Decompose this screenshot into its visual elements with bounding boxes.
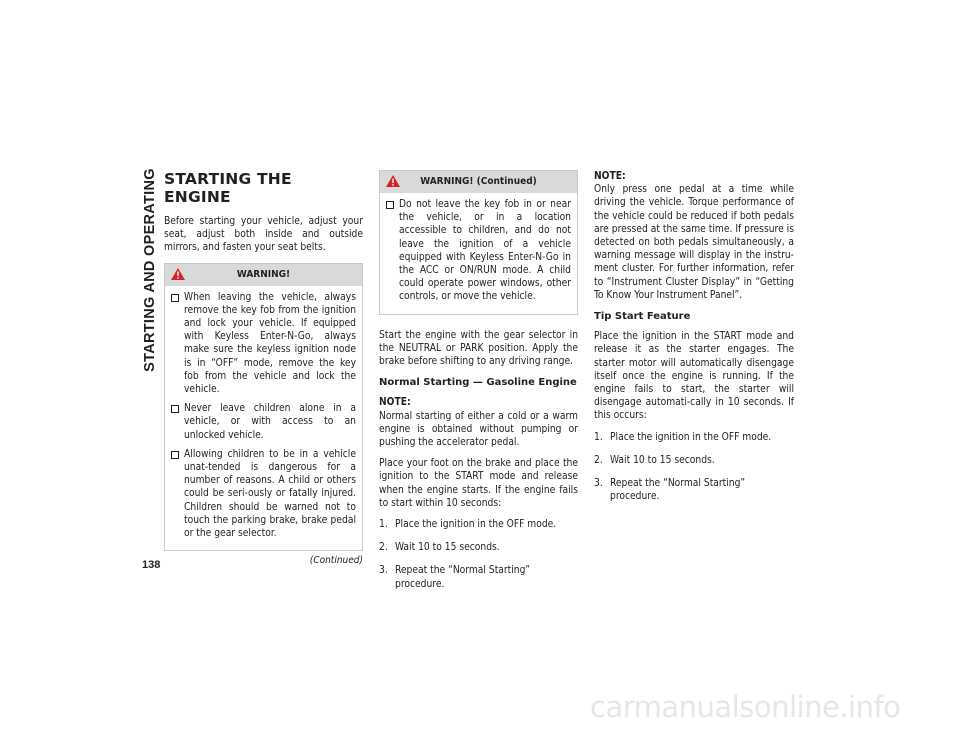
- column-2: [379, 170, 578, 601]
- note-label: NOTE:: [379, 397, 411, 409]
- note-paragraph: Normal starting of either a cold or a warm engine is obtained without pumping or pushing the accelerator pedal.: [379, 410, 578, 449]
- warning-bullet: [386, 198, 571, 304]
- checkbox-bullet-icon: [171, 405, 179, 413]
- list-item: 2. Wait 10 to 15 seconds.: [594, 454, 715, 466]
- note-label: NOTE:: [594, 171, 626, 182]
- warning-body: [165, 286, 362, 551]
- list-item: 1. Place the ignition in the OFF mode.: [594, 431, 772, 443]
- continued-label: (Continued): [309, 555, 363, 567]
- start-steps-list: [379, 518, 578, 591]
- page-number: 138: [142, 559, 161, 571]
- list-item: 1. Place the ignition in the OFF mode.: [379, 519, 557, 531]
- tip-start-paragraph: Place the ignition in the START mode and release it as the starter engages. The starter motor will automatically disengage itself once the engine is running. If the engine fails to start, the starter will disengage automati-cally in 10 seconds. If this occurs:: [594, 331, 794, 422]
- tip-start-heading: Tip Start Feature: [594, 311, 691, 323]
- section-side-tab-label: STARTING AND OPERATING: [142, 168, 159, 372]
- checkbox-bullet-icon: [171, 294, 179, 302]
- checkbox-bullet-icon: [171, 451, 179, 459]
- list-item: 3. Repeat the “Normal Starting” procedure.: [379, 565, 531, 590]
- warning-bullet-text: When leaving the vehicle, always remove the key fob from the ignition and lock your vehicle. If equipped with Keyless Enter-N-Go, always make sure the keyless ignition node is in “OFF” mode, remove the key fob from the vehicle and lock the vehicle.: [184, 291, 356, 396]
- note-paragraph: Only press one pedal at a time while driving the vehicle. Torque performance of the vehicle could be reduced if both pedals are pressed at the same time. If pressure is detected on both pedals simultaneously, a warning message will display in the instru-ment cluster. For further information, refer to “Instrument Cluster Display” in “Getting To Know Your Instrument Panel”.: [594, 184, 794, 301]
- warning-bullet-text: Do not leave the key fob in or near the vehicle, or in a location accessible to children, and do not leave the ignition of a vehicle equipped with Keyless Enter-N-Go in the ACC or ON/RUN mode. A child could operate power windows, other controls, or move the vehicle.: [399, 199, 571, 303]
- list-item: 2. Wait 10 to 15 seconds.: [379, 542, 500, 554]
- tip-start-steps-list: [594, 431, 794, 504]
- warning-bullet-text: Allowing children to be in a vehicle unat-tended is dangerous for a number of reasons. A child or others could be seri-ously or fatally injured. Children should be warned not to touch the parking brake, brake pedal or the gear selector.: [184, 448, 356, 540]
- warning-bullet: [171, 448, 356, 540]
- column-1: [164, 170, 363, 567]
- column-3: [594, 170, 794, 513]
- page-title: STARTING THE ENGINE: [164, 170, 292, 206]
- warning-header: [165, 264, 362, 286]
- normal-starting-heading: Normal Starting — Gasoline Engine: [379, 377, 577, 389]
- warning-triangle-icon: [171, 268, 185, 280]
- warning-continued-box: [379, 170, 578, 315]
- warning-bullet: [171, 291, 356, 397]
- warning-continued-body: [380, 193, 577, 314]
- watermark: carmanualsonline.info: [590, 690, 901, 724]
- warning-bullet: [171, 402, 356, 442]
- gear-selector-paragraph: Start the engine with the gear selector in the NEUTRAL or PARK position. Apply the brake before shifting to any driving range.: [379, 329, 578, 368]
- checkbox-bullet-icon: [386, 201, 394, 209]
- warning-continued-header-label: WARNING! (Continued): [420, 176, 537, 188]
- warning-box: [164, 263, 363, 552]
- start-procedure-paragraph: Place your foot on the brake and place the ignition to the START mode and release when the engine starts. If the engine fails to start within 10 seconds:: [379, 458, 578, 509]
- intro-paragraph: Before starting your vehicle, adjust your seat, adjust both inside and outside mirrors, and fasten your seat belts.: [164, 216, 363, 254]
- list-item: 3. Repeat the “Normal Starting” procedure.: [594, 478, 746, 503]
- warning-bullet-text: Never leave children alone in a vehicle, or with access to an unlocked vehicle.: [184, 403, 356, 441]
- warning-continued-header: [380, 171, 577, 193]
- warning-header-label: WARNING!: [236, 269, 291, 280]
- section-side-tab: [141, 168, 159, 372]
- warning-triangle-icon: [386, 175, 400, 187]
